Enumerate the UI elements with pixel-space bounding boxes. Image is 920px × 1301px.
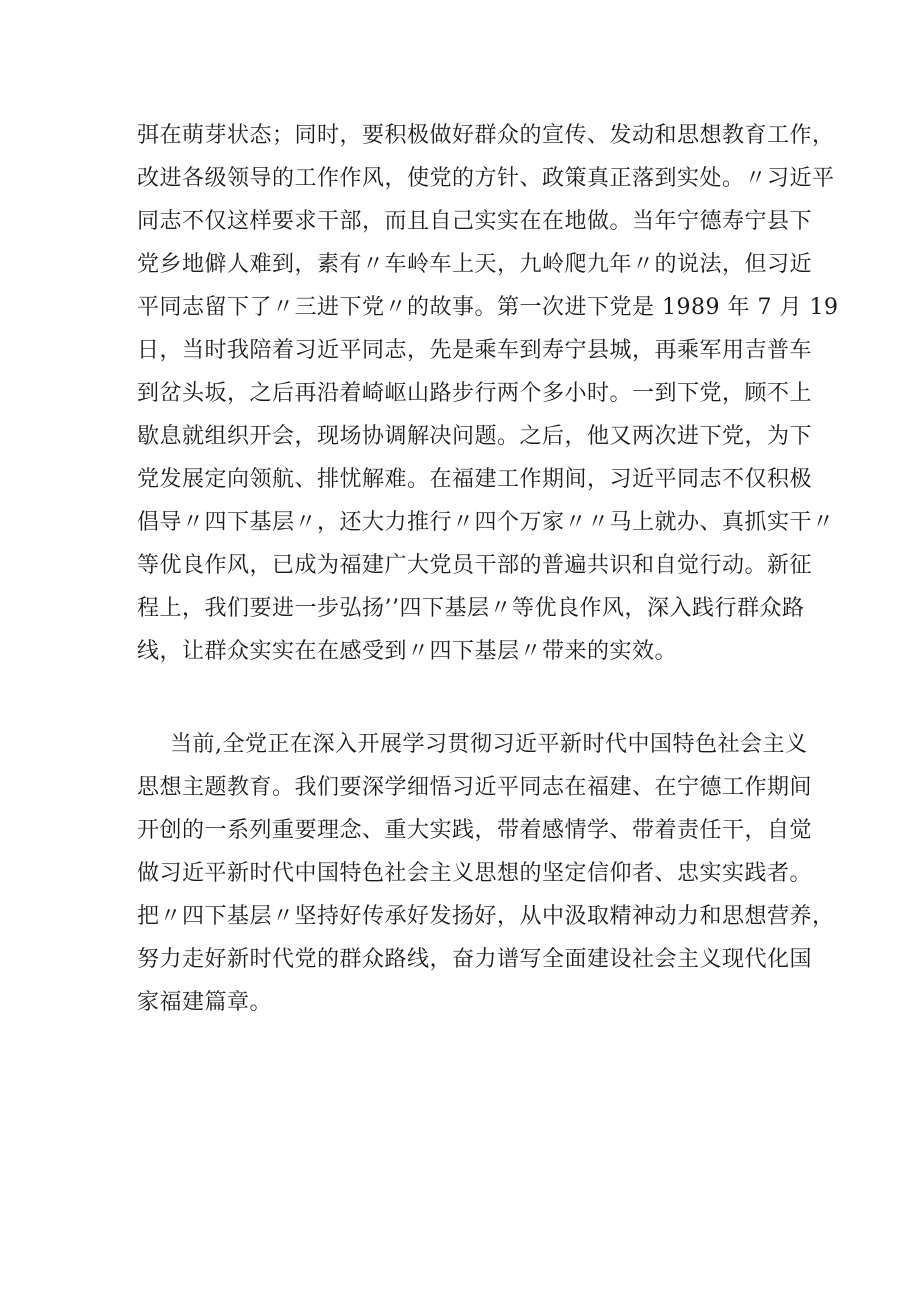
paragraph-1 [137, 114, 839, 673]
paragraph-line: 歇息就组织开会，现场协调解决问题。之后，他又两次进下党，为下 [137, 424, 813, 449]
paragraph-line: 党乡地僻人难到，素有〃车岭车上天，九岭爬九年〃的说法，但习近 [137, 252, 813, 277]
paragraph-line: 等优良作风，已成为福建广大党员干部的普遍共识和自觉行动。新征 [137, 553, 813, 578]
paragraph-line: 改进各级领导的工作作风，使党的方针、政策真正落到实处。〃习近平 [137, 166, 835, 191]
paragraph-line: 倡导〃四下基层〃，还大力推行〃四个万家〃〃马上就办、真抓实干〃 [137, 510, 835, 535]
paragraph-2 [137, 723, 835, 1024]
paragraph-line: 到岔头坂，之后再沿着崎岖山路步行两个多小时。一到下党，顾不上 [137, 381, 813, 406]
paragraph-line: 弭在萌芽状态；同时，要积极做好群众的宣传、发动和思想教育工作， [137, 123, 835, 148]
paragraph-line: 当前,全党正在深入开展学习贯彻习近平新时代中国特色社会主义 [170, 732, 808, 757]
paragraph-line: 开创的一系列重要理念、重大实践，带着感情学、带着责任干，自觉 [137, 818, 813, 843]
paragraph-line: 线，让群众实实在在感受到〃四下基层〃带来的实效。 [137, 639, 678, 664]
paragraph-line: 思想主题教育。我们要深学细悟习近平同志在福建、在宁德工作期间 [137, 775, 813, 800]
paragraph-line: 日，当时我陪着习近平同志，先是乘车到寿宁县城，再乘军用吉普车 [137, 338, 813, 363]
paragraph-line: 同志不仅这样要求干部，而且自己实实在在地做。当年宁德寿宁县下 [137, 209, 813, 234]
paragraph-line: 努力走好新时代党的群众路线，奋力谱写全面建设社会主义现代化国 [137, 947, 813, 972]
paragraph-line: 程上，我们要进一步弘扬’’四下基层〃等优良作风，深入践行群众路 [137, 596, 805, 621]
paragraph-line: 党发展定向领航、排忧解难。在福建工作期间，习近平同志不仅积极 [137, 467, 813, 492]
paragraph-line: 平同志留下了〃三进下党〃的故事。第一次进下党是 1989 年 7 月 19 [137, 295, 839, 320]
paragraph-line: 把〃四下基层〃坚持好传承好发扬好，从中汲取精神动力和思想营养， [137, 904, 835, 929]
paragraph-line: 做习近平新时代中国特色社会主义思想的坚定信仰者、忠实实践者。 [137, 861, 813, 886]
paragraph-line: 家福建篇章。 [137, 990, 273, 1015]
